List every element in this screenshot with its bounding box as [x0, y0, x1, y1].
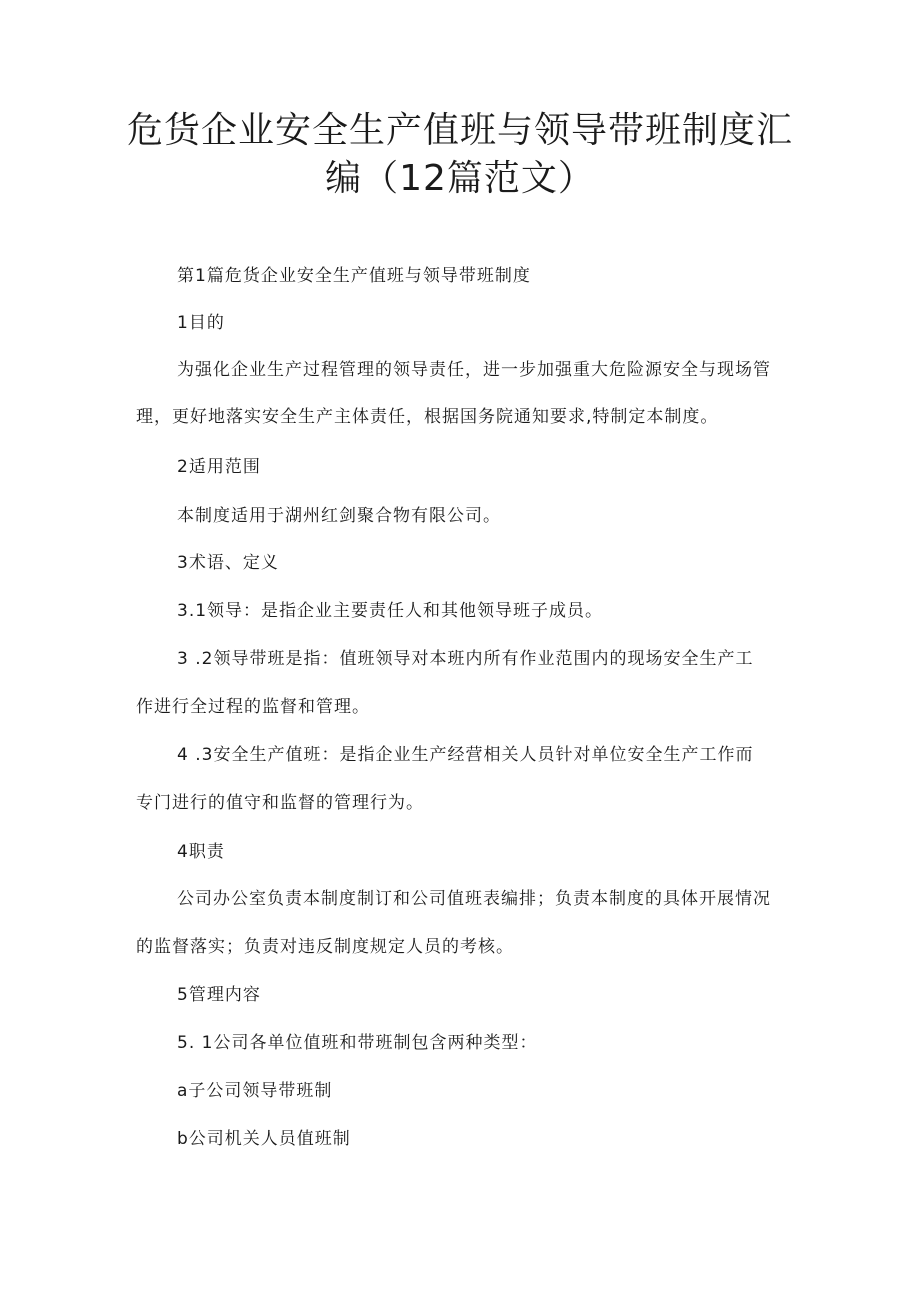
paragraph-line: 4 .3安全生产值班：是指企业生产经营相关人员针对单位安全生产工作而: [177, 745, 754, 765]
section-heading-terms: 3术语、定义: [177, 553, 279, 573]
section-heading-scope: 2适用范围: [177, 457, 261, 477]
chapter-heading: 第1篇危货企业安全生产值班与领导带班制度: [177, 266, 531, 286]
paragraph-line: 本制度适用于湖州红剑聚合物有限公司。: [177, 506, 501, 526]
section-heading-duties: 4职责: [177, 842, 225, 862]
document-title-line-1: 危货企业安全生产值班与领导带班制度汇: [126, 110, 793, 151]
section-heading-management: 5管理内容: [177, 985, 261, 1005]
paragraph-line: 的监督落实；负责对违反制度规定人员的考核。: [136, 937, 514, 957]
list-item: a子公司领导带班制: [177, 1081, 333, 1101]
paragraph-line: 5. 1公司各单位值班和带班制包含两种类型：: [177, 1033, 538, 1053]
paragraph-line: 理，更好地落实安全生产主体责任，根据国务院通知要求,特制定本制度。: [136, 407, 719, 427]
paragraph-line: 专门进行的值守和监督的管理行为。: [136, 793, 424, 813]
section-heading-purpose: 1目的: [177, 313, 225, 333]
paragraph-line: 3 .2领导带班是指：值班领导对本班内所有作业范围内的现场安全生产工: [177, 649, 754, 669]
paragraph-line: 公司办公室负责本制度制订和公司值班表编排；负责本制度的具体开展情况: [177, 889, 771, 909]
document-title-line-2: 编（12篇范文）: [325, 158, 595, 199]
paragraph-line: 作进行全过程的监督和管理。: [136, 697, 370, 717]
paragraph-line: 为强化企业生产过程管理的领导责任，进一步加强重大危险源安全与现场管: [177, 360, 771, 380]
list-item: b公司机关人员值班制: [177, 1129, 351, 1149]
paragraph-line: 3.1领导：是指企业主要责任人和其他领导班子成员。: [177, 601, 604, 621]
